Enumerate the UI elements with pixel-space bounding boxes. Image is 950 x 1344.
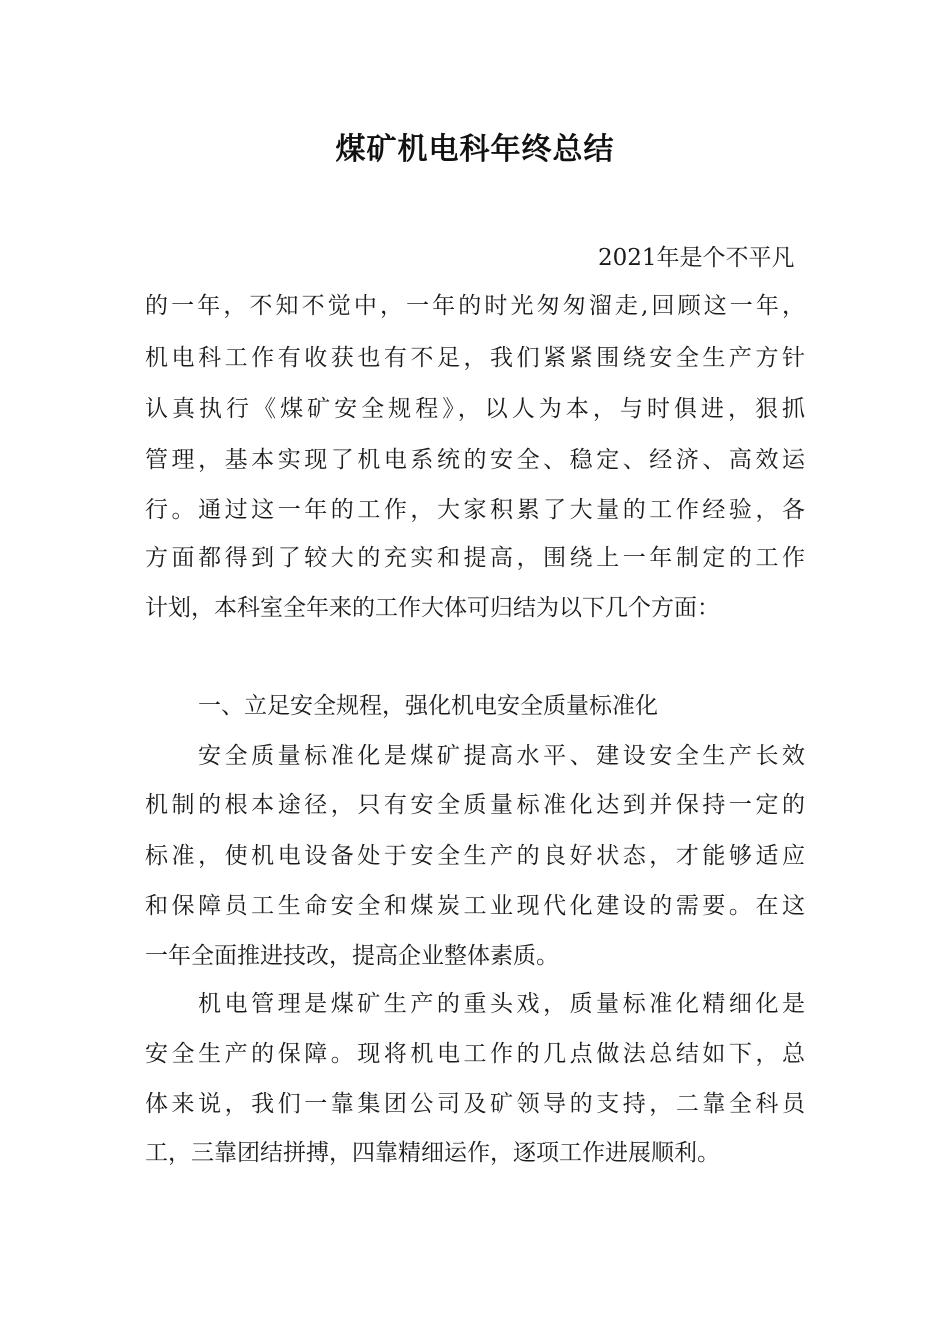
intro-line: 方面都得到了较大的充实和提高，围绕上一年制定的工作 (145, 545, 805, 571)
section-heading: 一、立足安全规程，强化机电安全质量标准化 (198, 693, 658, 719)
paragraph-line: 标准，使机电设备处于安全生产的良好状态，才能够适应 (145, 843, 805, 869)
intro-line: 的一年，不知不觉中，一年的时光匆匆溜走,回顾这一年， (145, 293, 805, 319)
paragraph-line: 机电管理是煤矿生产的重头戏，质量标准化精细化是 (198, 991, 805, 1017)
intro-line: 2021年是个不平凡 (598, 245, 795, 271)
intro-line: 机电科工作有收获也有不足，我们紧紧围绕安全生产方针 (145, 345, 805, 371)
paragraph-line: 和保障员工生命安全和煤炭工业现代化建设的需要。在这 (145, 893, 805, 919)
document-title: 煤矿机电科年终总结 (335, 132, 615, 167)
paragraph-line: 安全质量标准化是煤矿提高水平、建设安全生产长效 (198, 743, 805, 769)
paragraph-line: 体来说，我们一靠集团公司及矿领导的支持，二靠全科员 (145, 1091, 805, 1117)
paragraph-line: 安全生产的保障。现将机电工作的几点做法总结如下，总 (145, 1041, 805, 1067)
intro-line: 管理，基本实现了机电系统的安全、稳定、经济、高效运 (145, 447, 805, 473)
intro-line: 认真执行《煤矿安全规程》，以人为本，与时俱进，狠抓 (145, 396, 805, 422)
intro-line: 计划，本科室全年来的工作大体可归结为以下几个方面： (145, 595, 720, 621)
paragraph-line: 机制的根本途径，只有安全质量标准化达到并保持一定的 (145, 792, 805, 818)
paragraph-line: 一年全面推进技改，提高企业整体素质。 (145, 943, 559, 969)
paragraph-line: 工，三靠团结拼搏，四靠精细运作，逐项工作进展顺利。 (145, 1140, 720, 1166)
intro-line: 行。通过这一年的工作，大家积累了大量的工作经验，各 (145, 497, 805, 523)
